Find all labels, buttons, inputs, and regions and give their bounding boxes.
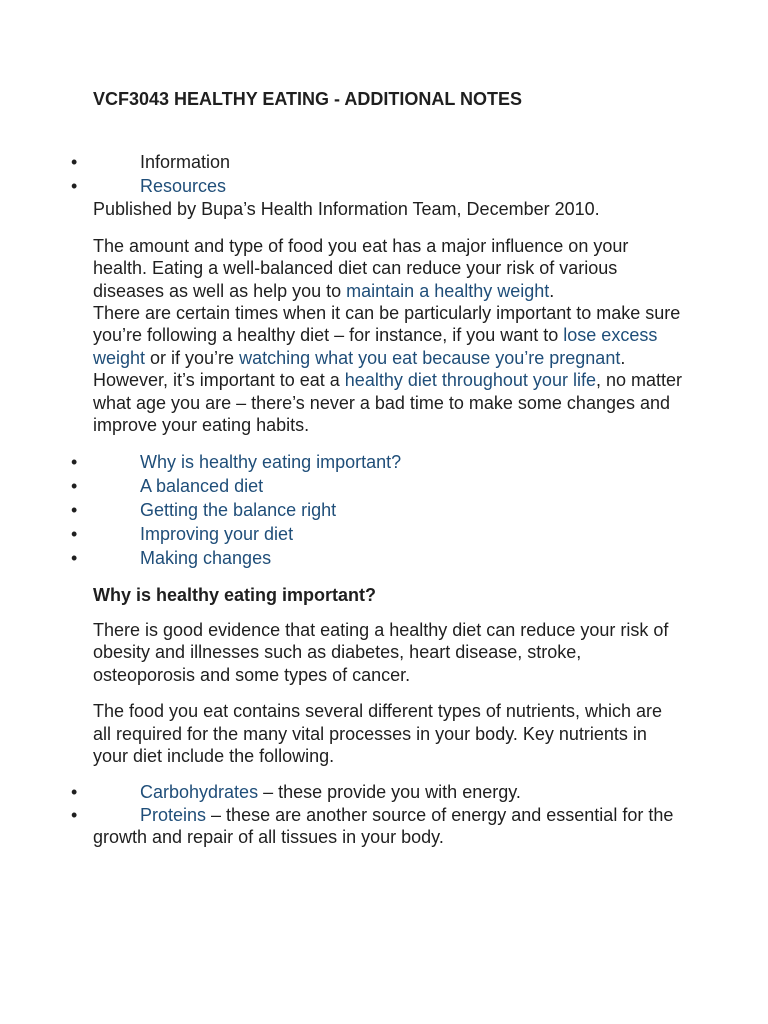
toc-link-balance-right[interactable]: Getting the balance right [140,500,337,521]
bullet-icon: • [71,524,78,545]
paragraph-nutrients: The food you eat contains several different types of nutrients, which are all required for the many vital processes in your body. Key nutrients in your diet include the following. [93,701,662,766]
bullet-icon: • [71,500,78,521]
page-title: VCF3043 HEALTHY EATING - ADDITIONAL NOTES [93,89,523,109]
toc-link-improving-diet[interactable]: Improving your diet [140,524,294,545]
nutrients-list [71,781,683,848]
toc-item[interactable] [71,474,683,498]
list-item: • Proteins – these are another source of energy and essential for the growth and repair of all tissues in your body. [71,804,674,848]
resources-link[interactable]: Resources [140,176,227,197]
published-note: Published by Bupa’s Health Information Team, December 2010. [93,199,600,220]
bullet-icon: • [71,548,78,569]
bullet-icon: • [71,176,78,197]
paragraph-certain-times: There are certain times when it can be particularly important to make sure you’re following a healthy diet – for instance, if you want to lose excess weight or if you’re watching what you eat because you’re pregnant. However, it’s important to eat a healthy diet throughout your life, no matter what age you are – there’s never a bad time to make some changes and improve your eating habits. [93,303,683,436]
toc-item[interactable] [71,546,683,570]
list-item-information [71,150,683,174]
toc-item[interactable] [71,522,683,546]
bullet-icon: • [71,476,78,497]
maintain-healthy-weight-link[interactable]: maintain a healthy weight [346,280,550,301]
toc-link-why-important[interactable]: Why is healthy eating important? [140,452,402,473]
paragraph-intro: The amount and type of food you eat has a major influence on your health. Eating a well-balanced diet can reduce your risk of various diseases as well as help you to maintain a healthy weight. [93,235,629,301]
bullet-icon: • [71,782,78,803]
watching-what-you-eat-link[interactable]: watching what you eat because you’re pregnant [239,347,621,368]
carbohydrates-link[interactable]: Carbohydrates [140,782,259,803]
healthy-diet-throughout-life-link[interactable]: healthy diet throughout your life [344,370,596,391]
bullet-icon: • [71,452,78,473]
paragraph-evidence: There is good evidence that eating a healthy diet can reduce your risk of obesity and illnesses such as diabetes, heart disease, stroke, osteoporosis and some types of cancer. [93,619,669,685]
document-content [71,88,683,849]
table-of-contents [71,450,683,570]
bullet-icon: • [71,804,78,825]
list-item-label: Information [140,152,231,173]
list-item-resources[interactable] [71,174,683,198]
toc-item[interactable] [71,498,683,522]
toc-item[interactable] [71,450,683,474]
list-item: • Carbohydrates – these provide you with energy. [71,782,521,803]
section-heading: Why is healthy eating important? [93,585,377,606]
toc-link-balanced-diet[interactable]: A balanced diet [140,476,264,497]
toc-link-making-changes[interactable]: Making changes [140,548,272,569]
lose-excess-weight-link[interactable]: lose excess weight [93,325,658,368]
bullet-icon: • [71,152,78,173]
proteins-link[interactable]: Proteins [140,804,207,825]
